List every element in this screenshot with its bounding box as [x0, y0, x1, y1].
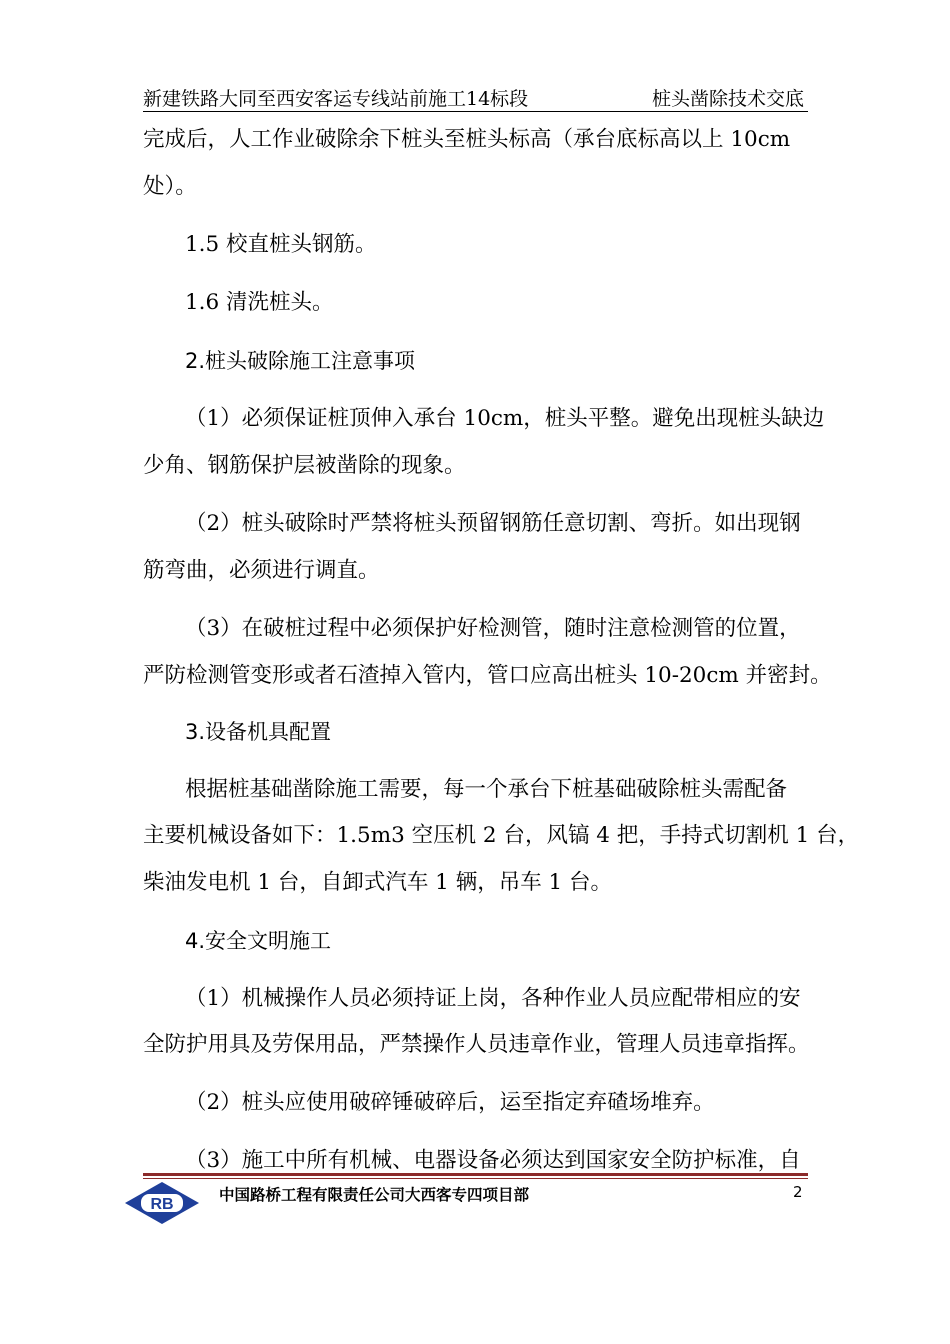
footer-company-name: 中国路桥工程有限责任公司大西客专四项目部	[219, 1186, 530, 1204]
paragraph-line: （3）在破桩过程中必须保护好检测管，随时注意检测管的位置，	[185, 616, 801, 641]
header-rule	[143, 111, 808, 112]
paragraph-line: 少角、钢筋保护层被凿除的现象。	[143, 453, 466, 478]
paragraph-line: （2）桩头破除时严禁将桩头预留钢筋任意切割、弯折。如出现钢	[185, 511, 801, 536]
section-heading-4: 4.安全文明施工	[185, 929, 332, 953]
paragraph-line: 柴油发电机 1 台，自卸式汽车 1 辆，吊车 1 台。	[143, 870, 613, 895]
footer-rule-thick	[143, 1173, 808, 1176]
page-header	[143, 84, 808, 114]
paragraph-line: （3）施工中所有机械、电器设备必须达到国家安全防护标准，自	[185, 1148, 801, 1173]
header-document-title: 桩头凿除技术交底	[651, 88, 804, 110]
page-number: 2	[793, 1183, 803, 1201]
body-line: 完成后，人工作业破除余下桩头至桩头标高（承台底标高以上 10cm	[143, 127, 791, 152]
paragraph-line: （1）机械操作人员必须持证上岗，各种作业人员应配带相应的安	[185, 986, 801, 1011]
section-heading-2: 2.桩头破除施工注意事项	[185, 349, 416, 373]
paragraph-line: 全防护用具及劳保用品，严禁操作人员违章作业，管理人员违章指挥。	[143, 1032, 810, 1057]
paragraph-line: 筋弯曲，必须进行调直。	[143, 558, 380, 583]
section-heading-3: 3.设备机具配置	[185, 720, 332, 744]
footer-rule-thin	[143, 1178, 808, 1179]
paragraph-line: 根据桩基础凿除施工需要，每一个承台下桩基础破除桩头需配备	[185, 777, 788, 802]
paragraph-line: （2）桩头应使用破碎锤破碎后，运至指定弃碴场堆弃。	[185, 1090, 715, 1115]
body-line: 处）。	[143, 174, 197, 199]
paragraph-line: 严防检测管变形或者石渣掉入管内，管口应高出桩头 10-20cm 并密封。	[143, 663, 832, 688]
paragraph-line: 主要机械设备如下：1.5m3 空压机 2 台，风镐 4 把，手持式切割机 1 台，	[143, 823, 860, 848]
logo-text: RB	[150, 1196, 174, 1213]
company-logo	[124, 1181, 200, 1225]
step-1-5: 1.5 校直桩头钢筋。	[185, 232, 377, 257]
step-1-6: 1.6 清洗桩头。	[185, 290, 334, 315]
header-project-title: 新建铁路大同至西安客运专线站前施工14标段	[143, 88, 529, 110]
paragraph-line: （1）必须保证桩顶伸入承台 10cm，桩头平整。避免出现桩头缺边	[185, 406, 825, 431]
